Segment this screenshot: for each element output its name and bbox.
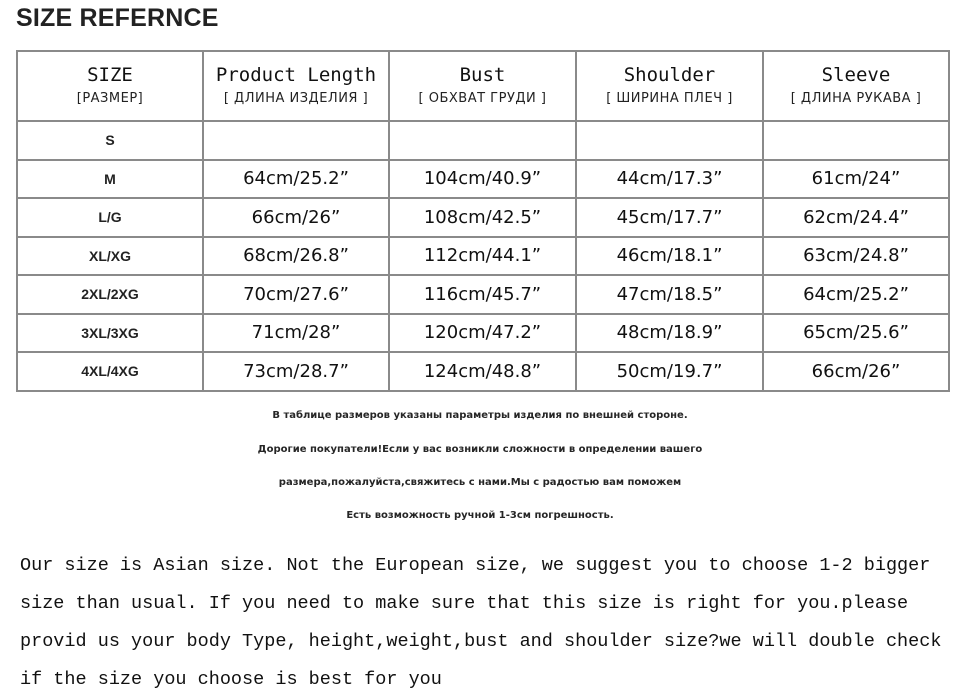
sleeve-cell: 65cm/25.6” [763,314,949,353]
sleeve-cell [763,121,949,160]
english-note-line: provid us your body Type, height,weight,bust and shoulder size?we will double check [20,631,942,652]
shoulder-cell: 50cm/19.7” [576,352,763,391]
russian-note-line: размера,пожалуйста,свяжитесь с нами.Мы с радостью вам поможем [278,477,682,488]
shoulder-cell: 47cm/18.5” [576,275,763,314]
shoulder-cell: 48cm/18.9” [576,314,763,353]
bust-cell: 120cm/47.2” [389,314,576,353]
table-row [17,275,949,314]
size-cell: 4XL/4XG [17,352,203,391]
russian-note-line: Дорогие покупатели!Если у вас возникли сложности в определении вашего [257,444,703,455]
header-bust-sublabel: [ ОБХВАТ ГРУДИ ] [418,90,547,106]
russian-note-line: В таблице размеров указаны параметры изделия по внешней стороне. [272,410,688,421]
size-cell: 2XL/2XG [17,275,203,314]
sleeve-cell: 66cm/26” [763,352,949,391]
bust-cell [389,121,576,160]
size-cell: L/G [17,198,203,237]
header-product-length-sublabel: [ ДЛИНА ИЗДЕЛИЯ ] [223,90,369,106]
size-chart-table [16,50,950,392]
english-note-line: Our size is Asian size. Not the European size, we suggest you to choose 1-2 bigger [20,555,931,576]
header-shoulder [576,51,763,121]
shoulder-cell: 46cm/18.1” [576,237,763,276]
sleeve-cell: 62cm/24.4” [763,198,949,237]
bust-cell: 124cm/48.8” [389,352,576,391]
page-title: SIZE REFERNCE [16,4,219,32]
product-length-cell: 68cm/26.8” [203,237,389,276]
sleeve-cell: 64cm/25.2” [763,275,949,314]
english-note-line: size than usual. If you need to make sure that this size is right for you.please [20,593,909,614]
bust-cell: 112cm/44.1” [389,237,576,276]
header-sleeve-sublabel: [ ДЛИНА РУКАВА ] [790,90,922,106]
table-header-row [17,51,949,121]
header-sleeve-label: Sleeve [821,63,891,86]
header-bust-label: Bust [459,63,506,86]
size-cell: 3XL/3XG [17,314,203,353]
product-length-cell: 66cm/26” [203,198,389,237]
shoulder-cell: 45cm/17.7” [576,198,763,237]
header-shoulder-sublabel: [ ШИРИНА ПЛЕЧ ] [606,90,733,106]
table-row [17,237,949,276]
size-cell: M [17,160,203,199]
header-size-label: SIZE [87,63,133,86]
product-length-cell: 64cm/25.2” [203,160,389,199]
product-length-cell: 71cm/28” [203,314,389,353]
sleeve-cell: 61cm/24” [763,160,949,199]
size-cell: S [17,121,203,160]
product-length-cell: 70cm/27.6” [203,275,389,314]
bust-cell: 116cm/45.7” [389,275,576,314]
bust-cell: 108cm/42.5” [389,198,576,237]
table-row [17,352,949,391]
header-bust [389,51,576,121]
shoulder-cell: 44cm/17.3” [576,160,763,199]
header-sleeve [763,51,949,121]
russian-note-line: Есть возможность ручной 1-3см погрешность. [346,510,614,521]
product-length-cell [203,121,389,160]
english-note-line: if the size you choose is best for you [20,669,442,690]
table-row [17,314,949,353]
table-row [17,198,949,237]
sleeve-cell: 63cm/24.8” [763,237,949,276]
table-row [17,160,949,199]
header-size-sublabel: [РАЗМЕР] [76,90,144,106]
size-cell: XL/XG [17,237,203,276]
header-shoulder-label: Shoulder [623,63,716,86]
product-length-cell: 73cm/28.7” [203,352,389,391]
header-size [17,51,203,121]
header-product-length-label: Product Length [215,63,377,86]
table-row [17,121,949,160]
bust-cell: 104cm/40.9” [389,160,576,199]
shoulder-cell [576,121,763,160]
header-product-length [203,51,389,121]
